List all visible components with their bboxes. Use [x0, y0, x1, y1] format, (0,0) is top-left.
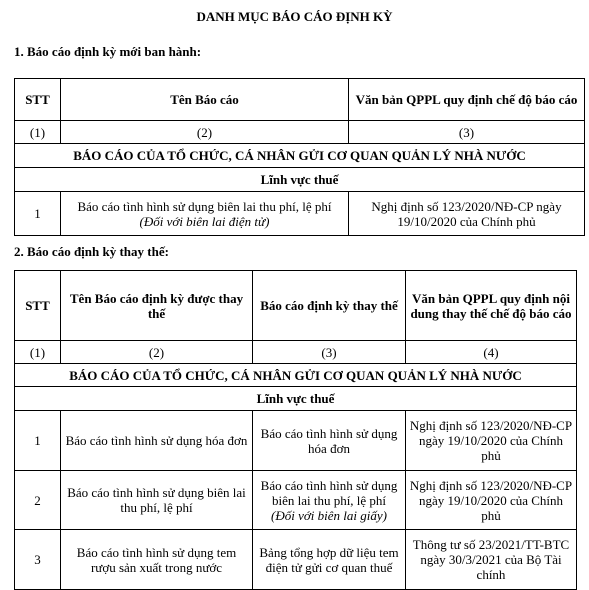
- report-name-text: Báo cáo tình hình sử dụng biên lai thu phí, lệ phí: [77, 198, 332, 214]
- row-stt: 1: [15, 192, 61, 236]
- row-replaced-report: Báo cáo tình hình sử dụng hóa đơn: [61, 411, 253, 471]
- field-heading: Lĩnh vực thuế: [15, 387, 577, 411]
- column-number: (1): [15, 121, 61, 144]
- report-name-note: (Đối với biên lai điện tử): [139, 213, 270, 229]
- column-number: (3): [349, 121, 585, 144]
- document-title: DANH MỤC BÁO CÁO ĐỊNH KỲ: [196, 9, 393, 24]
- row-stt: 1: [15, 411, 61, 471]
- table-header-row: [15, 79, 585, 121]
- field-row: [15, 387, 577, 411]
- section-1-heading: 1. Báo cáo định kỳ mới ban hành:: [14, 44, 202, 59]
- table-row: [15, 471, 577, 530]
- header-replaced-report: Tên Báo cáo định kỳ được thay thế: [61, 271, 253, 341]
- row-replacement-report: Bảng tổng hợp dữ liệu tem điện tử gửi cơ quan thuế: [253, 530, 406, 590]
- field-row: [15, 168, 585, 192]
- group-row: [15, 144, 585, 168]
- replacement-report-text: Báo cáo tình hình sử dụng biên lai thu phí, lệ phí: [260, 477, 398, 508]
- header-replacement-report: Báo cáo định kỳ thay thế: [253, 271, 406, 341]
- header-legal-document: Văn bản QPPL quy định nội dung thay thế chế độ báo cáo: [406, 271, 577, 341]
- section-2-heading: 2. Báo cáo định kỳ thay thế:: [14, 244, 169, 259]
- row-replacement-report: Báo cáo tình hình sử dụng hóa đơn: [253, 411, 406, 471]
- row-legal-document: Thông tư số 23/2021/TT-BTC ngày 30/3/2021 của Bộ Tài chính: [406, 530, 577, 590]
- column-number: (4): [406, 341, 577, 364]
- row-report-name: [61, 192, 349, 236]
- group-heading: BÁO CÁO CỦA TỔ CHỨC, CÁ NHÂN GỬI CƠ QUAN QUẢN LÝ NHÀ NƯỚC: [15, 364, 577, 387]
- row-replaced-report: Báo cáo tình hình sử dụng tem rượu sản xuất trong nước: [61, 530, 253, 590]
- new-reports-table: [14, 78, 585, 236]
- table-row: [15, 530, 577, 590]
- column-number: (3): [253, 341, 406, 364]
- group-row: [15, 364, 577, 387]
- row-replaced-report: Báo cáo tình hình sử dụng biên lai thu phí, lệ phí: [61, 471, 253, 530]
- table-row: [15, 192, 585, 236]
- column-number: (1): [15, 341, 61, 364]
- column-number: (2): [61, 341, 253, 364]
- field-heading: Lĩnh vực thuế: [15, 168, 585, 192]
- group-heading: BÁO CÁO CỦA TỔ CHỨC, CÁ NHÂN GỬI CƠ QUAN QUẢN LÝ NHÀ NƯỚC: [15, 144, 585, 168]
- row-stt: 2: [15, 471, 61, 530]
- replacement-reports-table: [14, 270, 577, 590]
- column-number: (2): [61, 121, 349, 144]
- column-number-row: [15, 121, 585, 144]
- header-legal-document: Văn bản QPPL quy định chế độ báo cáo: [349, 79, 585, 121]
- row-legal-document: Nghị định số 123/2020/NĐ-CP ngày 19/10/2020 của Chính phủ: [349, 192, 585, 236]
- table-header-row: [15, 271, 577, 341]
- row-replacement-report: [253, 471, 406, 530]
- replacement-report-note: (Đối với biên lai giấy): [271, 507, 387, 523]
- row-legal-document: Nghị định số 123/2020/NĐ-CP ngày 19/10/2020 của Chính phủ: [406, 411, 577, 471]
- column-number-row: [15, 341, 577, 364]
- header-stt: STT: [15, 271, 61, 341]
- table-row: [15, 411, 577, 471]
- row-stt: 3: [15, 530, 61, 590]
- header-report-name: Tên Báo cáo: [61, 79, 349, 121]
- header-stt: STT: [15, 79, 61, 121]
- row-legal-document: Nghị định số 123/2020/NĐ-CP ngày 19/10/2020 của Chính phủ: [406, 471, 577, 530]
